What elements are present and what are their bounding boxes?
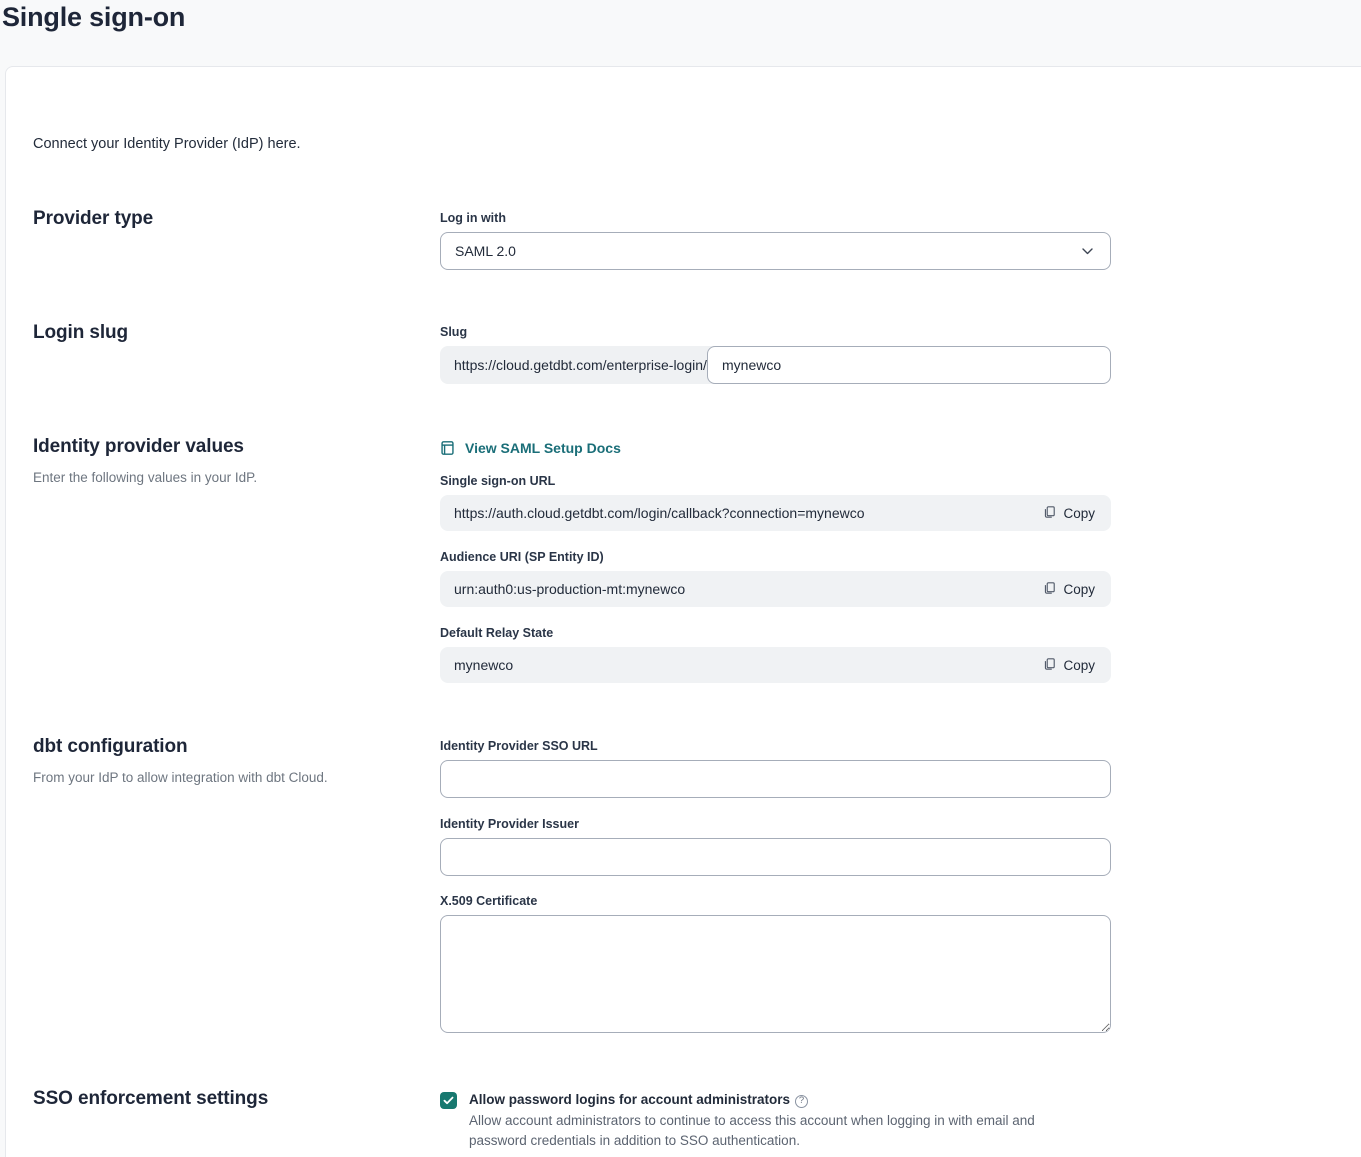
log-in-with-label: Log in with (440, 211, 506, 225)
relay-state-field (440, 647, 1111, 683)
copy-sso-url-button[interactable]: Copy (1043, 505, 1095, 522)
x509-certificate-label: X.509 Certificate (440, 894, 538, 908)
idp-values-heading: Identity provider values (33, 436, 244, 457)
provider-type-heading: Provider type (33, 208, 154, 229)
dbt-configuration-subheading: From your IdP to allow integration with dbt Cloud. (33, 770, 328, 785)
journal-icon (440, 440, 455, 456)
allow-password-logins-description: Allow account administrators to continue to access this account when logging in with email and password credentials in addition to SSO authentication. (469, 1113, 1035, 1148)
provider-type-select[interactable] (440, 232, 1111, 270)
slug-field-group (440, 346, 1111, 384)
allow-password-logins-checkbox[interactable] (440, 1092, 457, 1109)
idp-issuer-label: Identity Provider Issuer (440, 817, 579, 831)
audience-uri-value: urn:auth0:us-production-mt:mynewco (454, 581, 686, 597)
dbt-configuration-heading: dbt configuration (33, 736, 188, 757)
page-header (0, 0, 1361, 67)
page-title: Single sign-on (2, 2, 186, 32)
section-login-slug (33, 320, 1361, 384)
login-slug-heading: Login slug (33, 322, 129, 343)
chevron-down-icon (1082, 248, 1093, 255)
checkmark-icon (443, 1092, 454, 1110)
x509-certificate-textarea[interactable] (440, 915, 1111, 1033)
settings-card (5, 66, 1361, 1157)
sso-enforcement-heading: SSO enforcement settings (33, 1088, 269, 1109)
idp-sso-url-input[interactable] (440, 760, 1111, 798)
sso-url-label: Single sign-on URL (440, 474, 556, 488)
section-dbt-configuration (33, 734, 1361, 1038)
sso-url-field (440, 495, 1111, 531)
idp-sso-url-label: Identity Provider SSO URL (440, 739, 598, 753)
provider-type-selected-value: SAML 2.0 (455, 243, 516, 259)
audience-uri-field (440, 571, 1111, 607)
slug-label: Slug (440, 325, 468, 339)
relay-state-value: mynewco (454, 657, 514, 673)
relay-state-label: Default Relay State (440, 626, 554, 640)
copy-icon (1043, 505, 1056, 522)
sso-url-value: https://auth.cloud.getdbt.com/login/callback?connection=mynewco (454, 505, 865, 521)
section-idp-values (33, 434, 1361, 683)
audience-uri-label: Audience URI (SP Entity ID) (440, 550, 604, 564)
idp-values-subheading: Enter the following values in your IdP. (33, 470, 258, 485)
section-sso-enforcement (33, 1086, 1361, 1151)
slug-url-prefix: https://cloud.getdbt.com/enterprise-login/ (440, 346, 715, 384)
copy-relay-state-button[interactable]: Copy (1043, 657, 1095, 674)
intro-text: Connect your Identity Provider (IdP) here. (33, 136, 301, 152)
saml-setup-docs-link[interactable]: View SAML Setup Docs (465, 440, 621, 456)
copy-icon (1043, 581, 1056, 598)
allow-password-logins-label: Allow password logins for account administrators (469, 1092, 791, 1107)
copy-audience-uri-button[interactable]: Copy (1043, 581, 1095, 598)
copy-icon (1043, 657, 1056, 674)
idp-issuer-input[interactable] (440, 838, 1111, 876)
help-icon[interactable]: ? (795, 1095, 808, 1108)
slug-input[interactable] (707, 346, 1111, 384)
section-provider-type (33, 206, 1361, 270)
